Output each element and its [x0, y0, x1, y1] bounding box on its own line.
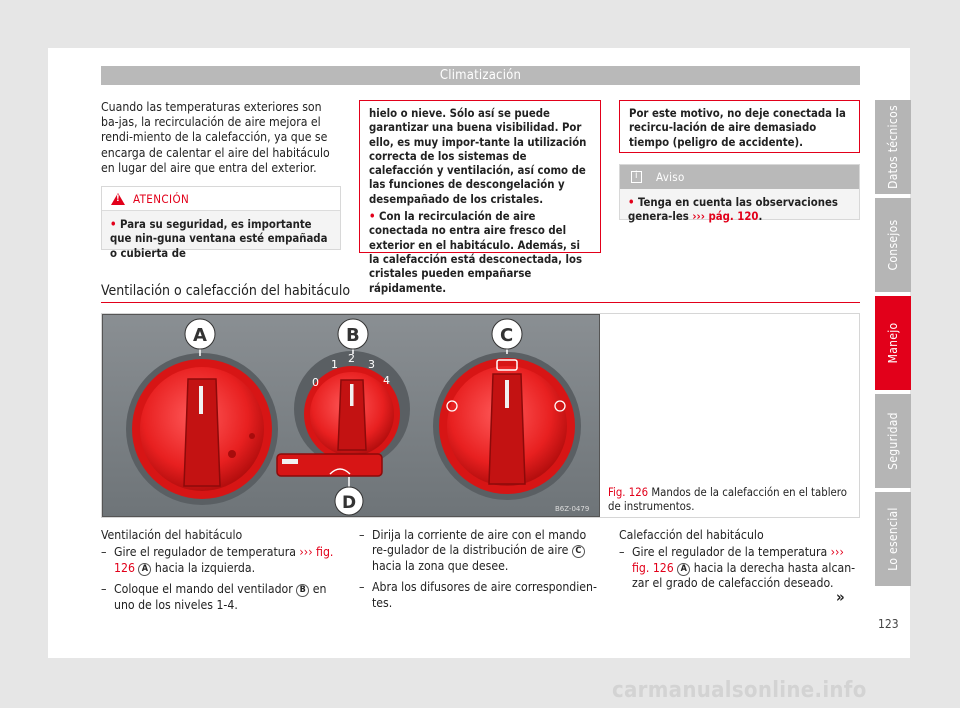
- warning-continuation-box: [359, 100, 601, 295]
- callout-label-b: B: [346, 325, 360, 346]
- tab-label: Manejo: [886, 322, 900, 364]
- key-a: A: [138, 563, 151, 576]
- tab-lo-esencial[interactable]: [875, 492, 911, 586]
- heater-controls-image: [102, 314, 600, 517]
- step-text: en uno de los niveles 1-4.: [114, 582, 327, 612]
- knob-c-distribution: [433, 352, 581, 500]
- tab-label: Consejos: [886, 219, 900, 271]
- ventilation-step-3: [359, 528, 599, 574]
- figure-code: B6Z-0479: [555, 505, 590, 513]
- bullet: •: [110, 218, 117, 231]
- heating-title: Calefacción del habitáculo: [619, 528, 764, 542]
- fan-level-1: 1: [331, 358, 338, 371]
- heating-step-1: [619, 545, 859, 591]
- warning-text-2: Con la recirculación de aire conectada no entra aire fresco del exterior en el habitáculo. Además, si la calefacción está desconectada, los cristales pueden empañarse rápidamente.: [369, 210, 583, 295]
- key-a: A: [677, 563, 690, 576]
- warning-text-content: Para su seguridad, es importante que nin-guna ventana esté empañada o cubierta de: [110, 218, 328, 260]
- step-text: Gire el regulador de temperatura: [114, 545, 296, 560]
- ventilation-instructions: [101, 528, 341, 613]
- note-label: Aviso: [656, 170, 685, 184]
- section-title: Ventilación o calefacción del habitáculo: [101, 283, 351, 299]
- figure-reference-link[interactable]: ››› fig. 126: [114, 545, 334, 575]
- fan-level-4: 4: [383, 374, 390, 387]
- warning-item-2: [369, 210, 592, 296]
- note-box: [619, 164, 860, 224]
- figure-caption: [608, 486, 853, 513]
- step-text: hacia la izquierda.: [154, 560, 256, 575]
- bullet: •: [369, 210, 376, 224]
- ventilation-instructions-continued: [359, 528, 599, 611]
- fan-level-3: 3: [368, 358, 375, 371]
- figure-reference-link[interactable]: ››› fig. 126: [632, 545, 844, 575]
- step-text: Dirija la corriente de aire con el mando re-gulador de la distribución de aire: [372, 528, 587, 558]
- heating-instructions: [619, 528, 859, 592]
- ventilation-step-4: – Abra los difusores de aire correspondien-tes.: [359, 580, 599, 611]
- callout-label-a: A: [193, 325, 207, 346]
- callout-label-c: C: [500, 325, 514, 346]
- figure-126: [101, 313, 860, 518]
- tab-consejos[interactable]: [875, 198, 911, 292]
- warning-end-box: [619, 100, 860, 153]
- page-number: 123: [878, 617, 899, 631]
- ventilation-step-2: [101, 582, 341, 613]
- figure-number: Fig. 126: [608, 486, 649, 499]
- bullet: •: [628, 196, 635, 209]
- caption-text: Mandos de la calefacción en el tablero de instrumentos.: [608, 486, 847, 513]
- fan-level-0: 0: [312, 376, 319, 389]
- page-reference-link[interactable]: ››› pág. 120: [692, 210, 759, 224]
- tab-manejo[interactable]: [875, 296, 911, 390]
- key-c: C: [572, 545, 585, 558]
- note-text: [620, 189, 859, 233]
- ventilation-step-1: [101, 545, 341, 576]
- note-end: .: [758, 210, 763, 224]
- tab-label: Lo esencial: [886, 507, 900, 571]
- tab-datos-tecnicos[interactable]: [875, 100, 911, 194]
- warning-continuation-text: [360, 101, 600, 302]
- fan-level-2: 2: [348, 352, 355, 365]
- key-b: B: [296, 584, 309, 597]
- info-icon: [631, 171, 642, 183]
- note-text-content: Tenga en cuenta las observaciones genera-les: [628, 196, 838, 224]
- warning-box: [101, 186, 341, 260]
- warning-icon: [111, 193, 125, 205]
- callout-label-d: D: [342, 493, 357, 513]
- warning-text-1: hielo o nieve. Sólo así se puede garantizar una buena visibilidad. Por ello, es muy impor-tante la utilización correcta de los sistemas de calefacción y ventilación, así como de las funciones de descongelación y desempañado de los cristales.: [369, 107, 587, 206]
- watermark: carmanualsonline.info: [612, 678, 867, 703]
- tab-label: Seguridad: [886, 412, 900, 470]
- warning-label: ATENCIÓN: [133, 191, 190, 206]
- intro-paragraph: Cuando las temperaturas exteriores son ba-jas, la recirculación de aire mejora el rendi-miento de la calefacción, ya que se encarga de calentar el aire del habitáculo en lugar del aire que entra del exterior.: [101, 100, 330, 175]
- knob-b-fan: [294, 351, 410, 467]
- step-text: hacia la derecha hasta alcan-zar el grado de calefacción deseado.: [632, 560, 856, 591]
- continue-arrow-icon: »: [836, 588, 845, 606]
- step-text: hacia la zona que desee.: [372, 558, 509, 573]
- step-text: Coloque el mando del ventilador: [114, 582, 293, 597]
- section-divider: [101, 302, 860, 303]
- tab-seguridad[interactable]: [875, 394, 911, 488]
- knob-a-temperature: [126, 353, 278, 505]
- note-header: [620, 165, 859, 189]
- step-text: Gire el regulador de la temperatura: [632, 545, 828, 560]
- tab-label: Datos técnicos: [886, 105, 900, 189]
- warning-end-text: Por este motivo, no deje conectada la recircu-lación de aire demasiado tiempo (peligro de accidente).: [629, 107, 846, 149]
- page-header: Climatización: [101, 66, 860, 85]
- warning-text: [102, 211, 340, 269]
- recirculation-button-d: [277, 454, 382, 476]
- ventilation-title: Ventilación del habitáculo: [101, 528, 243, 542]
- warning-header: [102, 187, 340, 211]
